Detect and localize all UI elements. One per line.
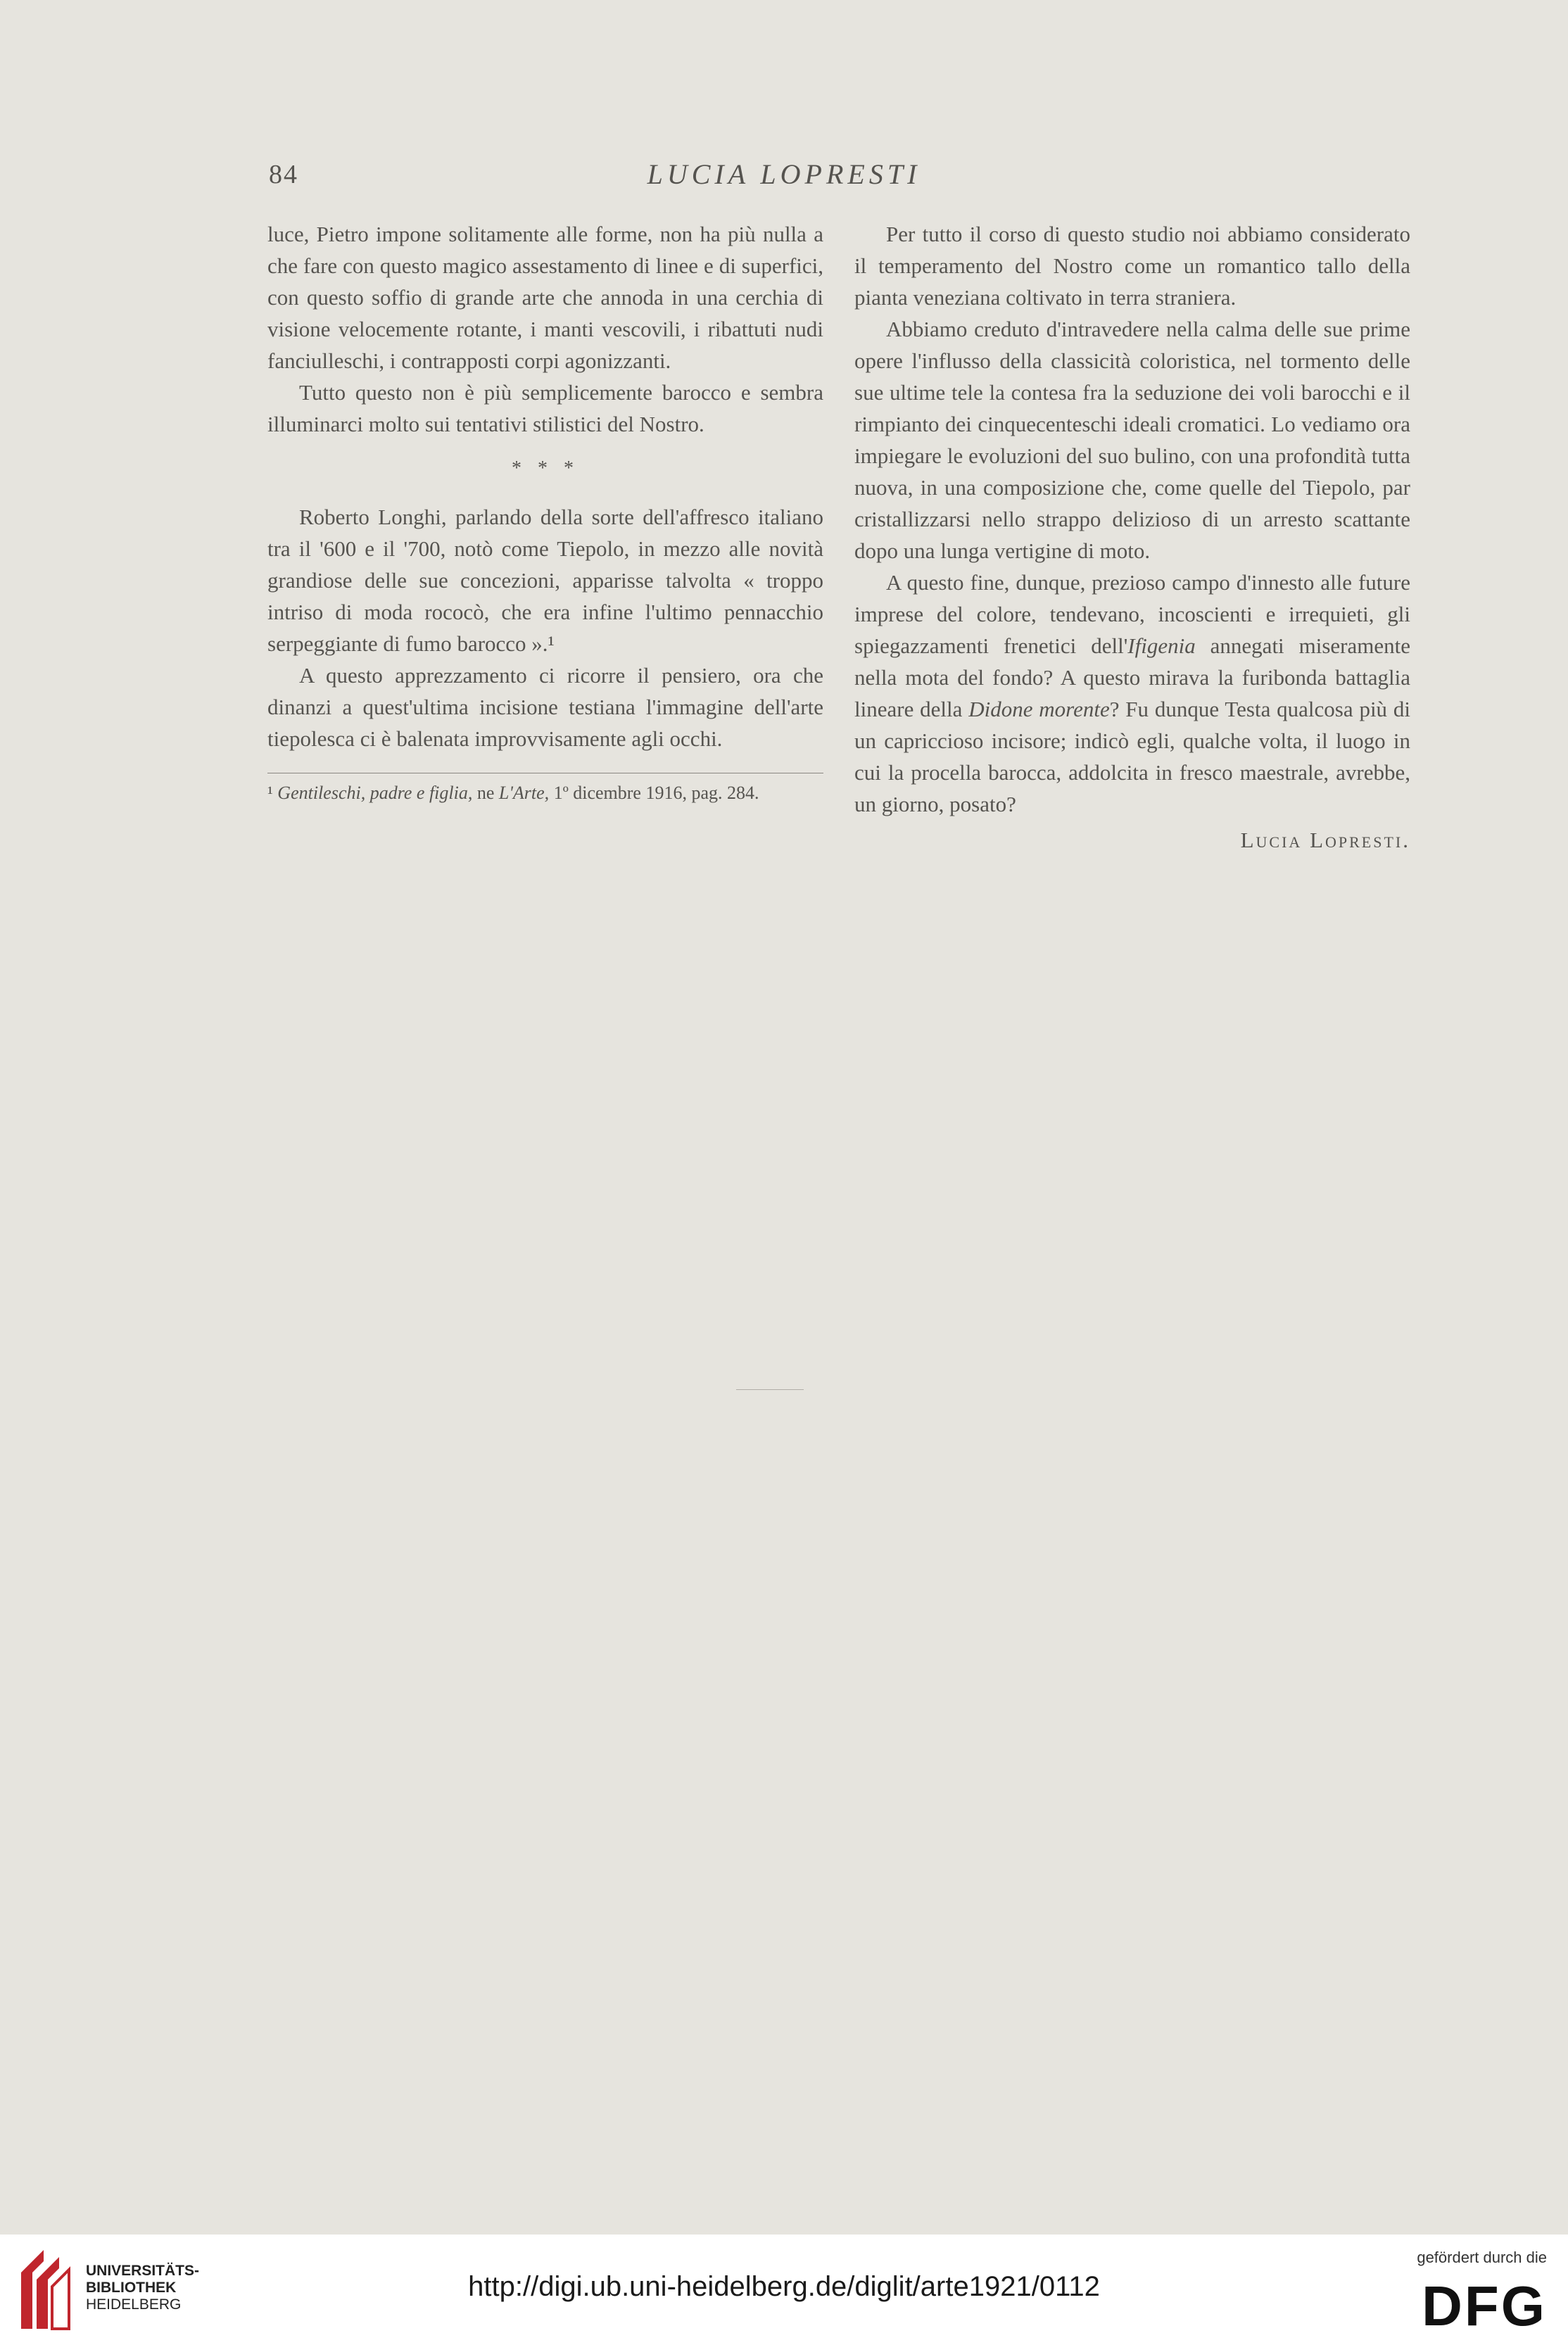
left-column: [267, 218, 823, 807]
library-name-line: BIBLIOTHEK: [86, 2280, 177, 2296]
right-column: [854, 218, 1410, 856]
paragraph: Roberto Longhi, parlando della sorte dell'affresco italiano tra il '600 e il '700, notò come Tiepolo, in mezzo alle novità grandiose delle sue concezioni, apparisse talvolta « troppo intriso di moda rococò, che era infine l'ultimo pennacchio serpeggiante di fumo barocco ».¹: [267, 505, 823, 656]
footer-bar: [0, 2235, 1568, 2345]
dfg-logo: DFG: [1422, 2275, 1547, 2337]
footnote-marker: ¹: [267, 783, 278, 803]
paragraph: [854, 567, 1410, 820]
footnote-text: ne: [472, 783, 499, 803]
permalink-url[interactable]: http://digi.ub.uni-heidelberg.de/diglit/arte1921/0112: [468, 2271, 1100, 2302]
paragraph-text: A questo fine, dunque, prezioso campo d'innesto alle future imprese del colore, tendevano, incoscienti e irrequieti, gli spiegazzamenti frenetici dell': [854, 570, 1410, 658]
page-mark: [736, 1389, 804, 1390]
footnote-journal: L'Arte,: [498, 783, 550, 803]
artwork-title: Didone morente: [968, 697, 1110, 721]
artwork-title: Ifigenia: [1127, 633, 1196, 658]
section-separator: * * *: [512, 457, 579, 479]
running-title: LUCIA LOPRESTI: [647, 158, 921, 190]
page-number: 84: [269, 160, 298, 189]
footnote: [267, 779, 823, 807]
footnote-title: Gentileschi, padre e figlia,: [277, 783, 473, 803]
paragraph: Tutto questo non è più semplicemente barocco e sembra illuminarci molto sui tentativi stilistici del Nostro.: [267, 380, 823, 436]
paragraph-text: annegati miseramente nella mota del fondo? A questo mirava la furibonda battaglia lineare della: [854, 633, 1410, 721]
paragraph: Per tutto il corso di questo studio noi abbiamo considerato il temperamento del Nostro come un romantico tallo della pianta veneziana coltivato in terra straniera.: [854, 222, 1410, 310]
paragraph: Abbiamo creduto d'intravedere nella calma delle sue prime opere l'influsso della classicità coloristica, nel tormento delle sue ultime tele la contesa fra la seduzione dei voli barocchi e il rimpianto dei cinquecenteschi ideali cromatici. Lo vediamo ora impiegare le evoluzioni del suo bulino, con una profondità tutta nuova, in una composizione che, come quelle del Tiepolo, par cristallizzarsi nello strappo delizioso di un arresto scattante dopo una lunga vertigine di moto.: [854, 317, 1410, 563]
library-name-line: UNIVERSITÄTS-: [86, 2263, 200, 2279]
paragraph: luce, Pietro impone solitamente alle forme, non ha più nulla a che fare con questo magico assestamento di linee e di superfici, con questo soffio di grande arte che annoda in una cerchia di visione velocemente rotante, i manti vescovili, i ribattuti nudi fanciulleschi, i contrapposti corpi agonizzanti.: [267, 222, 823, 373]
author-signature: Lucia Lopresti.: [1240, 828, 1410, 852]
sponsor-caption: gefördert durch die: [1417, 2249, 1547, 2266]
paragraph: A questo apprezzamento ci ricorre il pensiero, ora che dinanzi a quest'ultima incisione testiana l'immagine dell'arte tiepolesca ci è balenata improvvisamente agli occhi.: [267, 663, 823, 751]
footnote-text: 1º dicembre 1916, pag. 284.: [549, 783, 759, 803]
paragraph-text: ? Fu dunque Testa qualcosa più di un capriccioso incisore; indicò egli, qualche volta, il luogo in cui la procella barocca, addolcita in fresco maestrale, avrebbe, un giorno, posato?: [854, 697, 1410, 816]
library-name-line: HEIDELBERG: [86, 2296, 182, 2313]
